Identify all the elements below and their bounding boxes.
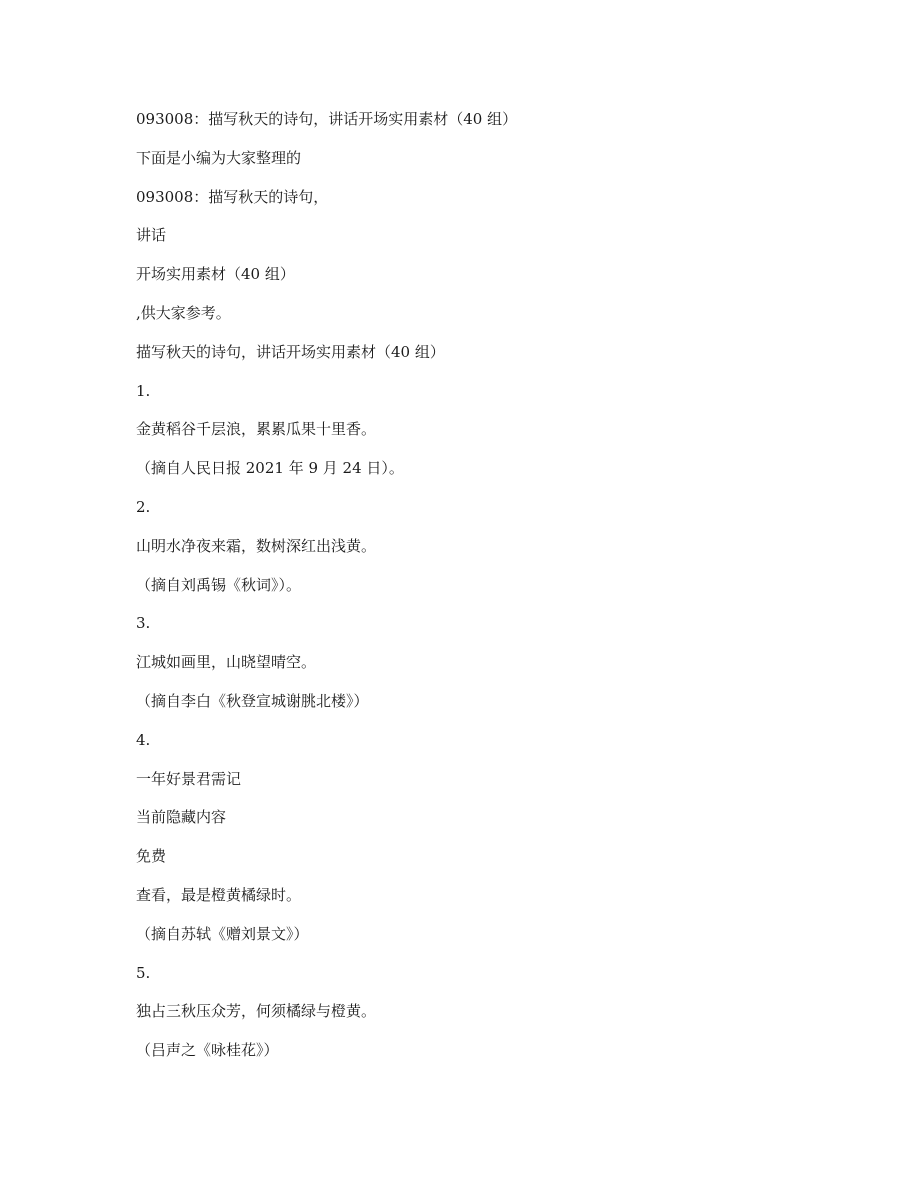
intro-line: 讲话 <box>136 226 167 245</box>
hidden-content-notice: 当前隐藏内容 <box>136 808 227 827</box>
document-body <box>136 109 836 1079</box>
intro-line: 开场实用素材（40 组） <box>136 265 295 284</box>
citation-line: （吕声之《咏桂花》） <box>136 1041 279 1060</box>
section-heading: 描写秋天的诗句，讲话开场实用素材（40 组） <box>136 342 445 361</box>
intro-line: ,供大家参考。 <box>136 303 231 322</box>
citation-line: （摘自苏轼《赠刘景文》） <box>136 924 309 943</box>
free-label: 免费 <box>136 847 167 866</box>
poem-line: 山明水净夜来霜，数树深红出浅黄。 <box>136 536 377 555</box>
citation-line: （摘自刘禹锡《秋词》）。 <box>136 575 302 594</box>
citation-line: （摘自人民日报 2021 年 9 月 24 日）。 <box>136 459 404 478</box>
item-number: 5. <box>136 963 151 982</box>
poem-line: 江城如画里，山晓望晴空。 <box>136 653 317 672</box>
poem-line: 一年好景君需记 <box>136 769 242 788</box>
poem-line: 独占三秋压众芳，何须橘绿与橙黄。 <box>136 1002 377 1021</box>
item-number: 1. <box>136 381 151 400</box>
item-number: 4. <box>136 730 151 749</box>
intro-line: 下面是小编为大家整理的 <box>136 148 302 167</box>
item-number: 3. <box>136 614 151 633</box>
poem-line: 金黄稻谷千层浪，累累瓜果十里香。 <box>136 420 377 439</box>
intro-line: 093008：描写秋天的诗句， <box>136 187 329 206</box>
item-number: 2. <box>136 497 151 516</box>
document-title-line: 093008：描写秋天的诗句，讲话开场实用素材（40 组） <box>136 110 518 128</box>
citation-line: （摘自李白《秋登宣城谢朓北楼》） <box>136 691 369 710</box>
poem-line: 查看，最是橙黄橘绿时。 <box>136 885 302 904</box>
